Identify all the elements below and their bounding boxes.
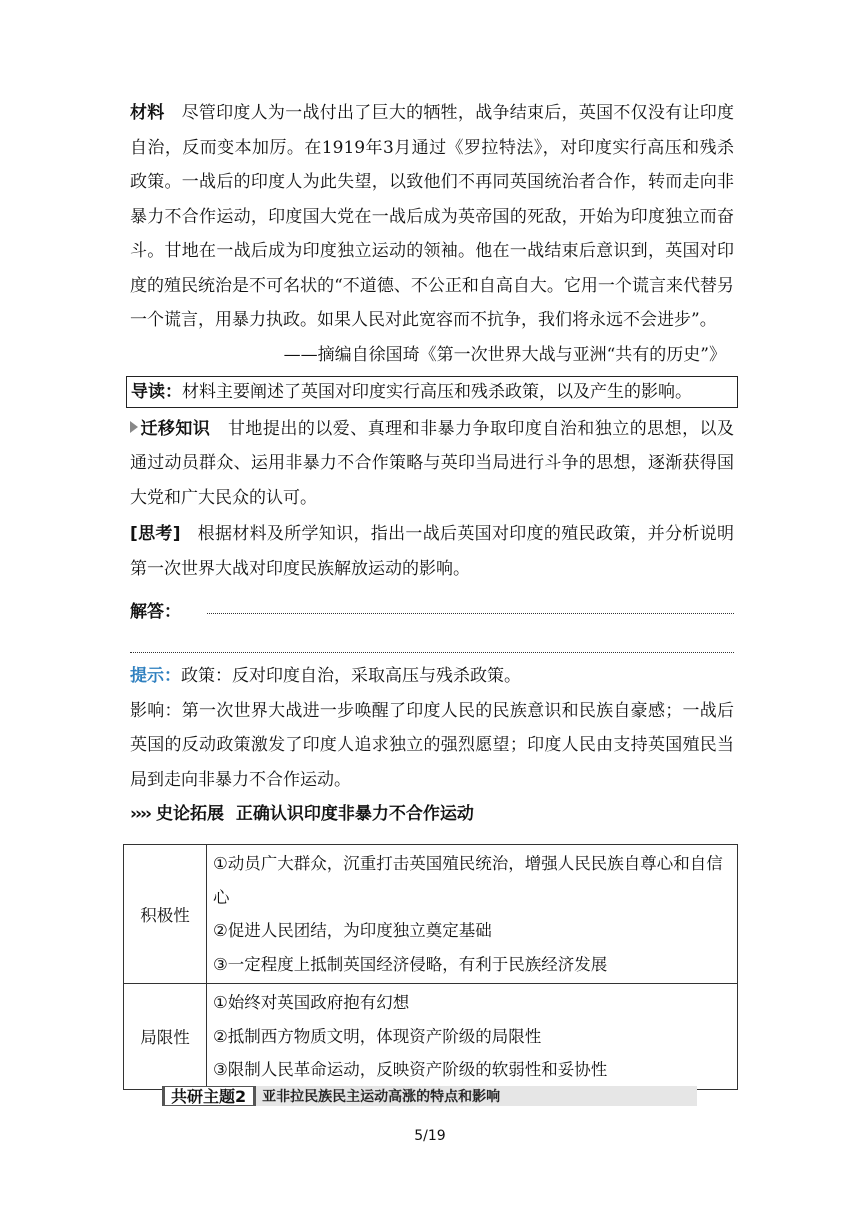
hint-label: 提示：	[130, 666, 181, 686]
hint-policy	[130, 659, 734, 694]
page-number: 5/19	[414, 1128, 446, 1144]
table-row	[124, 845, 738, 984]
material-text: 尽管印度人为一战付出了巨大的牺牲，战争结束后，英国不仅没有让印度自治，反而变本加厉。在1919年3月通过《罗拉特法》，对印度实行高压和残杀政策。一战后的印度人为此失望，以致他们不再同英国统治者合作，转而走向非暴力不合作运动，印度国大党在一战后成为英帝国的死敌，开始为印度独立而奋斗。甘地在一战后成为印度独立运动的领袖。他在一战结束后意识到，英国对印度的殖民统治是不可名状的“不道德、不公正和自高自大。它用一个谎言来代替另一个谎言，用暴力执政。如果人民对此宽容而不抗争，我们将永远不会进步”。	[130, 103, 734, 330]
list-item: ②抵制西方物质文明，体现资产阶级的局限性	[213, 1026, 542, 1046]
triangle-icon	[130, 421, 138, 433]
category-cell: 局限性	[124, 984, 207, 1090]
list-item: ②促进人民团结，为印度独立奠定基础	[213, 921, 492, 940]
transfer-paragraph	[130, 412, 734, 516]
answer-row	[130, 588, 734, 622]
answer-line	[207, 613, 734, 614]
transfer-label: 迁移知识	[140, 418, 211, 439]
think-text: 根据材料及所学知识，指出一战后英国对印度的殖民政策，并分析说明第一次世界大战对印度民族解放运动的影响。	[130, 524, 735, 579]
extension-table	[123, 844, 738, 1090]
list-item: ①动员广大群众，沉重打击英国殖民统治，增强人民民族自尊心和自信心	[213, 854, 723, 907]
list-item: ③一定程度上抵制英国经济侵略，有利于民族经济发展	[213, 954, 608, 974]
answer-label: 解答：	[130, 602, 181, 622]
material-source: ——摘编自徐国琦《第一次世界大战与亚洲“共有的历史”》	[283, 344, 726, 365]
transfer-text: 甘地提出的以爱、真理和非暴力争取印度自治和独立的思想，以及通过动员群众、运用非暴力不合作策略与英印当局进行斗争的思想，逐渐获得国大党和广大民众的认可。	[130, 418, 735, 508]
extension-heading	[130, 799, 734, 829]
topic-title: 亚非拉民族民主运动高涨的特点和影响	[262, 1089, 501, 1105]
category-cell: 积极性	[124, 845, 207, 984]
table-row	[124, 984, 738, 1090]
list-item: ③限制人民革命运动，反映资产阶级的软弱性和妥协性	[213, 1060, 608, 1079]
topic-bracket-icon	[252, 1086, 256, 1106]
extension-title: 正确认识印度非暴力不合作运动	[235, 804, 474, 824]
guide-box	[126, 376, 738, 408]
guide-label: 导读：	[131, 381, 182, 402]
answer-line-2	[130, 622, 734, 653]
items-cell	[207, 845, 738, 984]
items-cell	[207, 984, 738, 1090]
chevrons-icon: ››››	[130, 804, 151, 824]
material-label: 材料	[130, 103, 165, 123]
material-paragraph	[130, 96, 734, 338]
list-item: ①始终对英国政府抱有幻想	[213, 993, 410, 1012]
guide-text: 材料主要阐述了英国对印度实行高压和残杀政策，以及产生的影响。	[182, 381, 692, 402]
extension-label: 史论拓展	[156, 804, 225, 824]
hint-impact: 影响：第一次世界大战进一步唤醒了印度人民的民族意识和民族自豪感；一战后英国的反动政策激发了印度人追求独立的强烈愿望；印度人民由支持英国殖民当局到走向非暴力不合作运动。	[130, 700, 734, 790]
think-label: [思考]	[130, 524, 181, 544]
think-paragraph	[130, 517, 734, 586]
topic-bar	[162, 1086, 697, 1106]
hint-policy-text: 政策：反对印度自治，采取高压与残杀政策。	[181, 666, 521, 686]
document-body	[130, 96, 734, 829]
topic-tag: 共研主题2	[162, 1086, 252, 1106]
